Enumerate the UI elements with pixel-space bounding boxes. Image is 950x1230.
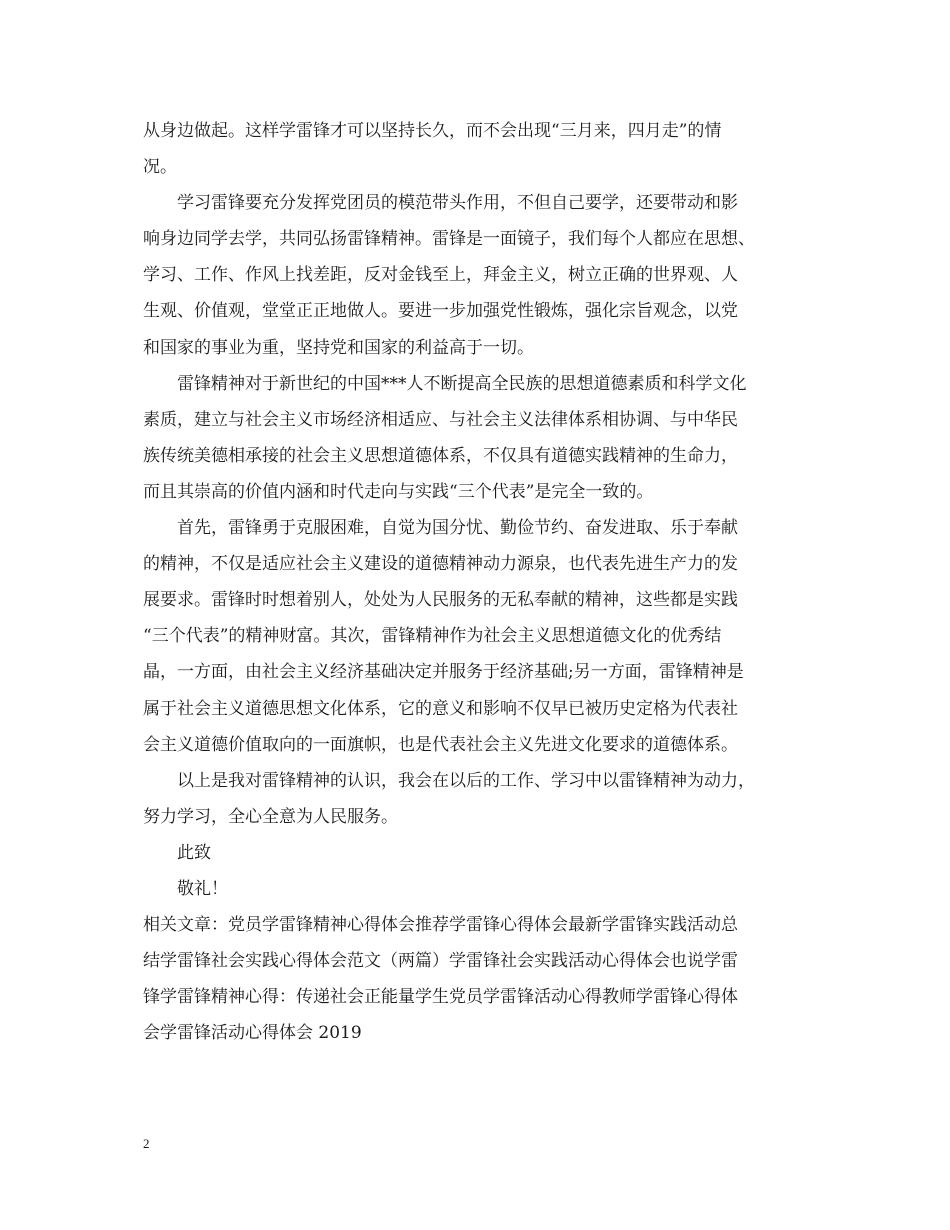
text-line: 而且其崇高的价值内涵和时代走向与实践“三个代表”是完全一致的。 xyxy=(143,481,654,502)
text-line: “三个代表”的精神财富。其次，雷锋精神作为社会主义思想道德文化的优秀结 xyxy=(143,626,722,647)
text-line: 锋学雷锋精神心得：传递社会正能量学生党员学雷锋活动心得教师学雷锋心得体 xyxy=(143,987,738,1008)
text-line: 学习雷锋要充分发挥党团员的模范带头作用，不但自己要学，还要带动和影 xyxy=(177,193,738,214)
text-line: 生观、价值观，堂堂正正地做人。要进一步加强党性锻炼，强化宗旨观念，以党 xyxy=(143,301,738,322)
text-line: 此致 xyxy=(177,842,211,863)
text-line: 会主义道德价值取向的一面旗帜，也是代表社会主义先进文化要求的道德体系。 xyxy=(143,734,738,755)
text-line: 展要求。雷锋时时想着别人，处处为人民服务的无私奉献的精神，这些都是实践 xyxy=(143,590,738,611)
text-line: 的精神，不仅是适应社会主义建设的道德精神动力源泉，也代表先进生产力的发 xyxy=(143,554,738,575)
text-line: 以上是我对雷锋精神的认识，我会在以后的工作、学习中以雷锋精神为动力， xyxy=(177,770,755,791)
document-body xyxy=(143,113,813,1051)
text-line: 从身边做起。这样学雷锋才可以坚持长久，而不会出现“三月来，四月走”的情 xyxy=(143,121,722,141)
text-line: 响身边同学去学，共同弘扬雷锋精神。雷锋是一面镜子，我们每个人都应在思想、 xyxy=(143,229,755,250)
text-line: 属于社会主义道德思想文化体系，它的意义和影响不仅早已被历史定格为代表社 xyxy=(143,698,738,719)
text-line: 况。 xyxy=(143,157,177,178)
text-line: 素质，建立与社会主义市场经济相适应、与社会主义法律体系相协调、与中华民 xyxy=(143,409,738,430)
text-line: 雷锋精神对于新世纪的中国***人不断提高全民族的思想道德素质和科学文化 xyxy=(177,373,747,394)
text-line: 努力学习，全心全意为人民服务。 xyxy=(143,806,398,827)
text-line: 首先，雷锋勇于克服困难，自觉为国分忧、勤俭节约、奋发进取、乐于奉献 xyxy=(177,518,738,539)
text-line: 学习、工作、作风上找差距，反对金钱至上，拜金主义，树立正确的世界观、人 xyxy=(143,265,738,286)
text-line: 会学雷锋活动心得体会 2019 xyxy=(143,1023,362,1044)
text-line: 和国家的事业为重，坚持党和国家的利益高于一切。 xyxy=(143,337,534,358)
text-line: 晶，一方面，由社会主义经济基础决定并服务于经济基础;另一方面，雷锋精神是 xyxy=(143,662,744,683)
page-number: 2 xyxy=(143,1136,150,1151)
text-line: 敬礼！ xyxy=(177,878,228,899)
text-line: 结学雷锋社会实践心得体会范文（两篇）学雷锋社会实践活动心得体会也说学雷 xyxy=(143,951,738,972)
text-line: 族传统美德相承接的社会主义思想道德体系，不仅具有道德实践精神的生命力， xyxy=(143,445,738,466)
text-line: 相关文章：党员学雷锋精神心得体会推荐学雷锋心得体会最新学雷锋实践活动总 xyxy=(143,915,738,936)
